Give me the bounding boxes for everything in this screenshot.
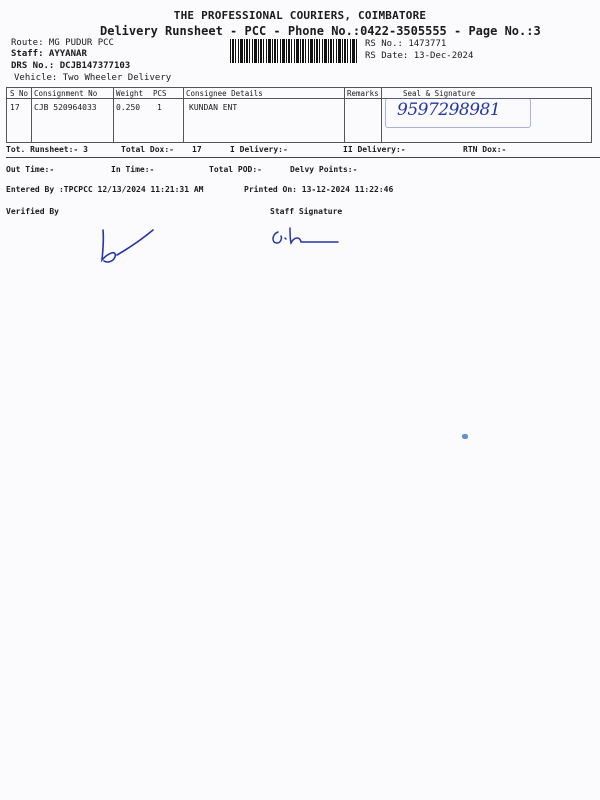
total-dox-value: 17	[192, 145, 202, 154]
col-header-sno: S No	[10, 89, 29, 98]
row-consignment-no: CJB 520964033	[34, 103, 97, 112]
entered-by: Entered By :TPCPCC 12/13/2024 11:21:31 AM	[6, 185, 204, 194]
drs-number: DRS No.: DCJB147377103	[11, 61, 131, 71]
staff-signature-label: Staff Signature	[270, 207, 343, 216]
runsheet-table	[6, 87, 592, 143]
out-time-label: Out Time:-	[6, 165, 55, 174]
verifier-signature	[95, 222, 165, 270]
delvy-points-label: Delvy Points:-	[290, 165, 358, 174]
handwritten-phone-number: 9597298981	[385, 98, 531, 128]
verified-by-label: Verified By	[6, 207, 59, 216]
route-label: Route: MG PUDUR PCC	[11, 38, 114, 48]
total-dox-label: Total Dox:-	[121, 145, 174, 154]
totals-divider	[6, 157, 600, 158]
rs-number: RS No.: 1473771	[365, 39, 447, 49]
in-time-label: In Time:-	[111, 165, 155, 174]
row-sno: 17	[10, 103, 20, 112]
i-delivery-label: I Delivery:-	[230, 145, 288, 154]
row-consignee: KUNDAN ENT	[189, 103, 238, 112]
company-name: THE PROFESSIONAL COURIERS, COIMBATORE	[173, 9, 427, 22]
staff-label: Staff: AYYANAR	[11, 49, 87, 59]
rtn-dox-label: RTN Dox:-	[463, 145, 507, 154]
col-header-consignment: Consignment No	[34, 89, 98, 98]
row-weight: 0.250	[116, 103, 141, 112]
total-pod-label: Total POD:-	[209, 165, 262, 174]
rs-date: RS Date: 13-Dec-2024	[365, 51, 474, 61]
col-header-remarks: Remarks	[347, 89, 379, 98]
row-pcs: 1	[157, 103, 162, 112]
ii-delivery-label: II Delivery:-	[343, 145, 406, 154]
col-header-weight: Weight	[116, 89, 144, 98]
total-runsheet: Tot. Runsheet:- 3	[6, 145, 88, 154]
col-header-pcs: PCS	[153, 89, 167, 98]
ink-speck	[462, 434, 468, 439]
printed-on: Printed On: 13-12-2024 11:22:46	[244, 185, 394, 194]
runsheet-title: Delivery Runsheet - PCC - Phone No.:0422-3505555 - Page No.:3	[100, 24, 541, 38]
staff-signature-mark	[268, 224, 348, 250]
barcode	[230, 39, 358, 63]
vehicle-label: Vehicle: Two Wheeler Delivery	[14, 73, 172, 83]
col-header-consignee: Consignee Details	[186, 89, 263, 98]
col-header-seal: Seal & Signature	[403, 89, 476, 98]
